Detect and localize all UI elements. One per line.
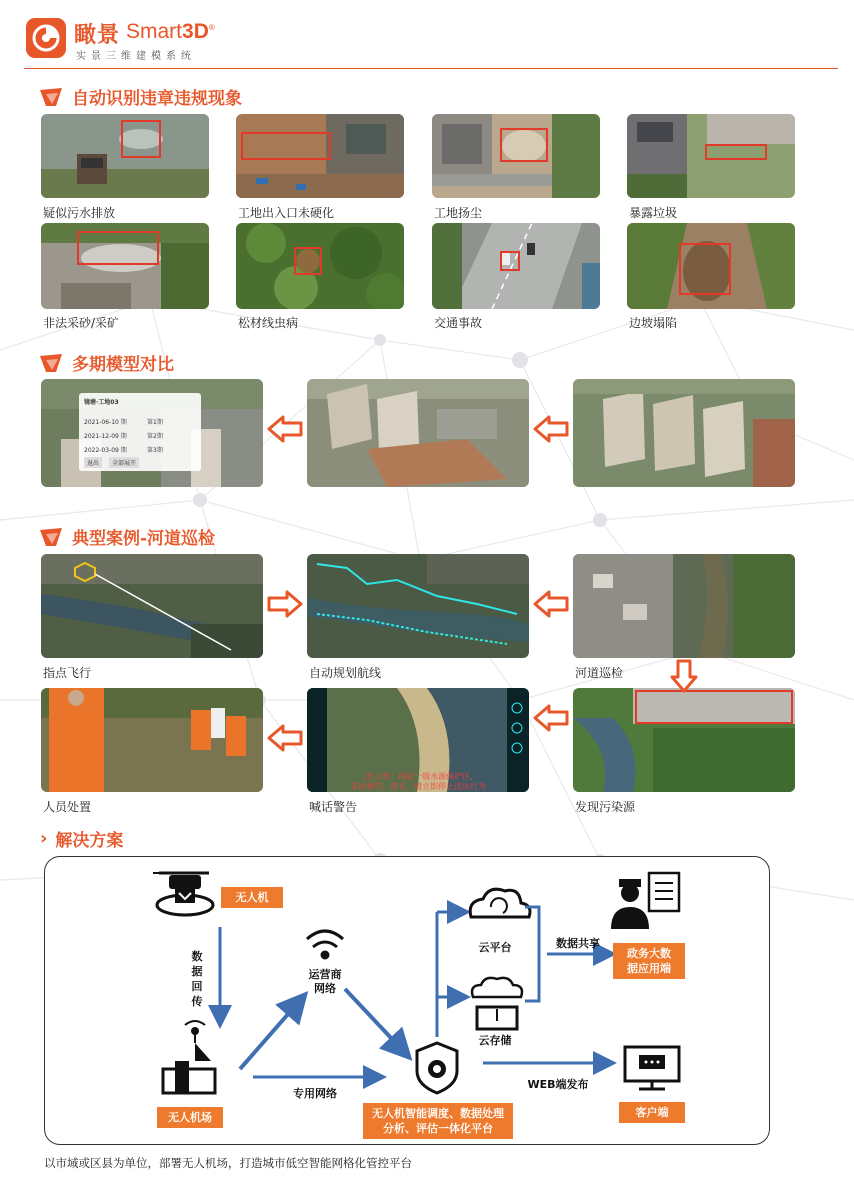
- river-step-point-flight[interactable]: [41, 554, 263, 658]
- violation-photo-dust[interactable]: [432, 114, 600, 198]
- river-step-caption: 河道巡检: [575, 666, 624, 680]
- period-row[interactable]: 2021-12-09 期: [84, 433, 127, 440]
- river-step-inspection[interactable]: [573, 554, 795, 658]
- drone-icon: [153, 873, 213, 915]
- river-step-caption: 发现污染源: [575, 800, 636, 814]
- arrow-left-icon: [532, 702, 570, 734]
- detection-box: [705, 144, 767, 160]
- period-row[interactable]: 2022-03-09 期: [84, 447, 127, 454]
- arrow-left-icon: [532, 588, 570, 620]
- detection-box: [500, 128, 548, 162]
- violation-caption: 交通事故: [434, 316, 483, 330]
- period-row-name: 第1期: [147, 419, 163, 426]
- brand-english-name: Smart3D®: [126, 20, 215, 43]
- warning-overlay-text: (无人机：国家一级水源保护区, 非法垂钓、洗衣，请立即停止违法行为: [350, 772, 486, 791]
- private-network-label: 专用网络: [293, 1087, 337, 1100]
- violation-photo-site-entrance[interactable]: [236, 114, 404, 198]
- violation-photo-pine-disease[interactable]: [236, 223, 404, 309]
- client-label: 客户端: [619, 1102, 685, 1123]
- cloud-platform-label: 云平台: [478, 941, 512, 954]
- footer-note: 以市域或区县为单位，部署无人机场，打造城市低空智能网格化管控平台: [44, 1156, 412, 1170]
- detection-box: [241, 132, 331, 160]
- drone-airport-icon: [163, 1021, 215, 1093]
- arrow-right-icon: [266, 588, 304, 620]
- river-step-caption: 喊话警告: [309, 800, 358, 814]
- section-icon: [38, 352, 66, 374]
- chevron-right-icon: ›: [40, 828, 48, 849]
- detection-box: [121, 120, 161, 158]
- wifi-icon: [307, 931, 343, 958]
- panel-title: 镜塘·工地03: [84, 399, 119, 406]
- drone-label: 无人机: [221, 887, 283, 908]
- river-step-shout-warning[interactable]: [307, 688, 529, 792]
- violation-caption: 工地出入口未硬化: [238, 206, 335, 220]
- monitor-icon: [625, 1047, 679, 1089]
- section-title-river: 典型案例-河道巡检: [38, 524, 215, 549]
- violation-caption: 松材线虫病: [238, 316, 299, 330]
- violation-caption: 工地扬尘: [434, 206, 483, 220]
- arrow-down-icon: [668, 658, 700, 694]
- section-title-violations: 自动识别违章违规现象: [38, 84, 242, 109]
- compare-model-period-2[interactable]: [307, 379, 529, 487]
- violation-caption: 边坡塌陷: [629, 316, 678, 330]
- river-step-pollution-source[interactable]: [573, 688, 795, 792]
- compare-model-period-1[interactable]: [41, 379, 263, 487]
- data-return-label: 数 据 回 传: [191, 950, 203, 1008]
- solution-diagram: [44, 856, 770, 1145]
- violation-photo-illegal-mining[interactable]: [41, 223, 209, 309]
- cloud-storage-label: 云存储: [478, 1034, 512, 1047]
- header-divider: [24, 68, 838, 69]
- river-step-auto-route[interactable]: [307, 554, 529, 658]
- river-step-personnel[interactable]: [41, 688, 263, 792]
- platform-gear-icon: [417, 1043, 457, 1093]
- river-step-caption: 人员处置: [43, 800, 92, 814]
- section-title-solution: › 解决方案: [40, 828, 124, 851]
- drone-airport-label: 无人机场: [157, 1107, 223, 1128]
- violation-caption: 非法采砂/采矿: [43, 316, 120, 330]
- cloud-icon: [470, 889, 530, 917]
- river-step-caption: 指点飞行: [43, 666, 92, 680]
- arrow-left-icon: [266, 722, 304, 754]
- web-publish-label: WEB端发布: [527, 1078, 589, 1091]
- arrow-left-icon: [266, 413, 304, 445]
- river-step-caption: 自动规划航线: [309, 666, 382, 680]
- detection-box: [77, 231, 159, 265]
- brand-chinese-name: 瞰景: [74, 23, 121, 48]
- detection-box: [635, 690, 793, 724]
- carrier-network-label: 运营商 网络: [308, 968, 342, 995]
- detection-box: [679, 243, 731, 295]
- arrow-left-icon: [532, 413, 570, 445]
- violation-photo-garbage[interactable]: [627, 114, 795, 198]
- violation-caption: 暴露垃圾: [629, 206, 678, 220]
- violation-photo-traffic-accident[interactable]: [432, 223, 600, 309]
- detection-box: [294, 247, 322, 275]
- violation-photo-slope-collapse[interactable]: [627, 223, 795, 309]
- page-header: [24, 14, 838, 70]
- section-icon: [38, 86, 66, 108]
- violation-caption: 疑似污水排放: [43, 206, 116, 220]
- expand-all-button[interactable]: 全部展开: [109, 457, 139, 468]
- period-selector-panel: [79, 393, 201, 471]
- brand-logo-icon: [24, 16, 68, 60]
- period-row[interactable]: 2021-06-10 期: [84, 419, 127, 426]
- section-icon: [38, 526, 66, 548]
- data-share-label: 数据共享: [556, 937, 600, 950]
- compare-model-period-3[interactable]: [573, 379, 795, 487]
- violation-photo-sewage[interactable]: [41, 114, 209, 198]
- section-title-compare: 多期模型对比: [38, 350, 174, 375]
- period-row-name: 第2期: [147, 433, 163, 440]
- platform-label: 无人机智能调度、数据处理 分析、评估一体化平台: [363, 1103, 513, 1139]
- cloud-storage-icon: [472, 978, 522, 1029]
- gov-data-app-label: 政务大数 据应用端: [613, 943, 685, 979]
- exit-button[interactable]: 退出: [84, 457, 102, 468]
- detection-box: [500, 251, 520, 271]
- government-officer-icon: [611, 873, 679, 929]
- brand-subtitle: 实景三维建模系统: [76, 51, 196, 62]
- period-row-name: 第3期: [147, 447, 163, 454]
